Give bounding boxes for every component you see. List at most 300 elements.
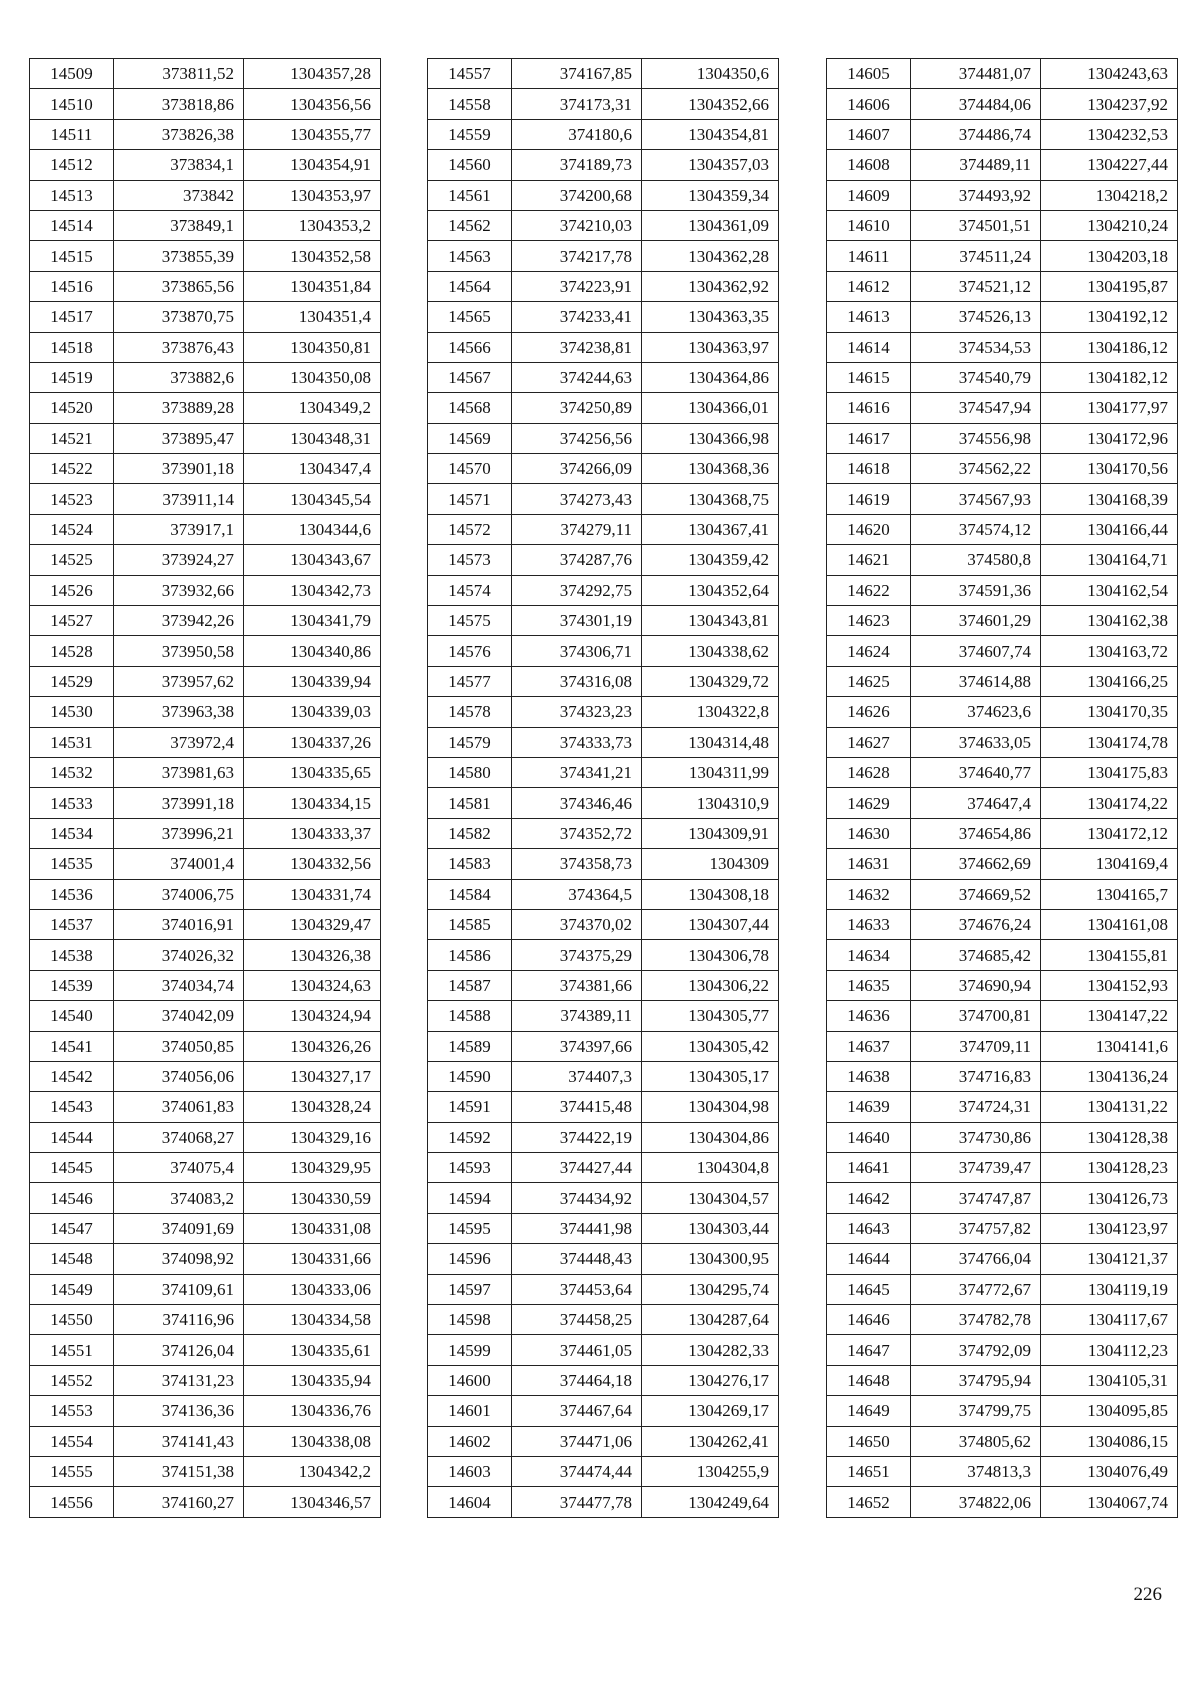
x-coordinate-cell: 374056,06 xyxy=(114,1061,244,1091)
y-coordinate-cell: 1304117,67 xyxy=(1041,1305,1178,1335)
x-coordinate-cell: 374766,04 xyxy=(911,1244,1041,1274)
table-row xyxy=(428,818,779,848)
x-coordinate-cell: 373842 xyxy=(114,180,244,210)
x-coordinate-cell: 374116,96 xyxy=(114,1305,244,1335)
point-number-cell: 14630 xyxy=(827,818,911,848)
y-coordinate-cell: 1304353,97 xyxy=(244,180,381,210)
table-row xyxy=(827,210,1178,240)
point-number-cell: 14560 xyxy=(428,150,512,180)
table-row xyxy=(428,1487,779,1517)
table-row xyxy=(30,210,381,240)
y-coordinate-cell: 1304357,28 xyxy=(244,59,381,89)
x-coordinate-cell: 373957,62 xyxy=(114,666,244,696)
table-row xyxy=(428,1122,779,1152)
point-number-cell: 14597 xyxy=(428,1274,512,1304)
point-number-cell: 14529 xyxy=(30,666,114,696)
table-row xyxy=(30,1213,381,1243)
point-number-cell: 14625 xyxy=(827,666,911,696)
x-coordinate-cell: 374434,92 xyxy=(512,1183,642,1213)
x-coordinate-cell: 374623,6 xyxy=(911,697,1041,727)
x-coordinate-cell: 374341,21 xyxy=(512,757,642,787)
x-coordinate-cell: 374464,18 xyxy=(512,1365,642,1395)
point-number-cell: 14581 xyxy=(428,788,512,818)
x-coordinate-cell: 374333,73 xyxy=(512,727,642,757)
y-coordinate-cell: 1304333,37 xyxy=(244,818,381,848)
x-coordinate-cell: 374782,78 xyxy=(911,1305,1041,1335)
y-coordinate-cell: 1304308,18 xyxy=(642,879,779,909)
y-coordinate-cell: 1304174,78 xyxy=(1041,727,1178,757)
table-row xyxy=(30,241,381,271)
x-coordinate-cell: 374160,27 xyxy=(114,1487,244,1517)
point-number-cell: 14534 xyxy=(30,818,114,848)
x-coordinate-cell: 374034,74 xyxy=(114,970,244,1000)
table-row xyxy=(30,879,381,909)
point-number-cell: 14615 xyxy=(827,362,911,392)
table-row xyxy=(30,89,381,119)
point-number-cell: 14573 xyxy=(428,545,512,575)
y-coordinate-cell: 1304295,74 xyxy=(642,1274,779,1304)
point-number-cell: 14592 xyxy=(428,1122,512,1152)
y-coordinate-cell: 1304172,12 xyxy=(1041,818,1178,848)
y-coordinate-cell: 1304314,48 xyxy=(642,727,779,757)
point-number-cell: 14522 xyxy=(30,454,114,484)
y-coordinate-cell: 1304136,24 xyxy=(1041,1061,1178,1091)
y-coordinate-cell: 1304163,72 xyxy=(1041,636,1178,666)
point-number-cell: 14550 xyxy=(30,1305,114,1335)
y-coordinate-cell: 1304334,15 xyxy=(244,788,381,818)
point-number-cell: 14553 xyxy=(30,1396,114,1426)
table-row xyxy=(827,362,1178,392)
table-row xyxy=(827,575,1178,605)
table-row xyxy=(827,1305,1178,1335)
x-coordinate-cell: 374141,43 xyxy=(114,1426,244,1456)
point-number-cell: 14563 xyxy=(428,241,512,271)
x-coordinate-cell: 374167,85 xyxy=(512,59,642,89)
point-number-cell: 14543 xyxy=(30,1092,114,1122)
x-coordinate-cell: 374316,08 xyxy=(512,666,642,696)
point-number-cell: 14585 xyxy=(428,909,512,939)
table-row xyxy=(827,180,1178,210)
point-number-cell: 14600 xyxy=(428,1365,512,1395)
x-coordinate-cell: 374448,43 xyxy=(512,1244,642,1274)
table-row xyxy=(428,849,779,879)
y-coordinate-cell: 1304368,36 xyxy=(642,454,779,484)
point-number-cell: 14561 xyxy=(428,180,512,210)
x-coordinate-cell: 374591,36 xyxy=(911,575,1041,605)
x-coordinate-cell: 374381,66 xyxy=(512,970,642,1000)
x-coordinate-cell: 373818,86 xyxy=(114,89,244,119)
table-row xyxy=(827,1092,1178,1122)
y-coordinate-cell: 1304169,4 xyxy=(1041,849,1178,879)
table-row xyxy=(428,180,779,210)
y-coordinate-cell: 1304337,26 xyxy=(244,727,381,757)
point-number-cell: 14569 xyxy=(428,423,512,453)
x-coordinate-cell: 374477,78 xyxy=(512,1487,642,1517)
x-coordinate-cell: 374805,62 xyxy=(911,1426,1041,1456)
table-row xyxy=(827,423,1178,453)
table-row xyxy=(428,1031,779,1061)
y-coordinate-cell: 1304354,91 xyxy=(244,150,381,180)
table-row xyxy=(827,1456,1178,1486)
y-coordinate-cell: 1304357,03 xyxy=(642,150,779,180)
table-row xyxy=(428,271,779,301)
table-row xyxy=(30,332,381,362)
table-row xyxy=(827,1213,1178,1243)
table-row xyxy=(30,1456,381,1486)
table-row xyxy=(827,606,1178,636)
point-number-cell: 14515 xyxy=(30,241,114,271)
x-coordinate-cell: 374238,81 xyxy=(512,332,642,362)
table-row xyxy=(428,119,779,149)
x-coordinate-cell: 374481,07 xyxy=(911,59,1041,89)
x-coordinate-cell: 374461,05 xyxy=(512,1335,642,1365)
y-coordinate-cell: 1304131,22 xyxy=(1041,1092,1178,1122)
point-number-cell: 14652 xyxy=(827,1487,911,1517)
y-coordinate-cell: 1304105,31 xyxy=(1041,1365,1178,1395)
y-coordinate-cell: 1304067,74 xyxy=(1041,1487,1178,1517)
point-number-cell: 14583 xyxy=(428,849,512,879)
table-row xyxy=(30,909,381,939)
table-row xyxy=(827,89,1178,119)
x-coordinate-cell: 373911,14 xyxy=(114,484,244,514)
point-number-cell: 14533 xyxy=(30,788,114,818)
x-coordinate-cell: 374453,64 xyxy=(512,1274,642,1304)
point-number-cell: 14601 xyxy=(428,1396,512,1426)
x-coordinate-cell: 374685,42 xyxy=(911,940,1041,970)
point-number-cell: 14612 xyxy=(827,271,911,301)
table-row xyxy=(30,1031,381,1061)
table-row xyxy=(827,545,1178,575)
point-number-cell: 14528 xyxy=(30,636,114,666)
x-coordinate-cell: 374301,19 xyxy=(512,606,642,636)
point-number-cell: 14633 xyxy=(827,909,911,939)
y-coordinate-cell: 1304276,17 xyxy=(642,1365,779,1395)
x-coordinate-cell: 374486,74 xyxy=(911,119,1041,149)
x-coordinate-cell: 374279,11 xyxy=(512,514,642,544)
y-coordinate-cell: 1304328,24 xyxy=(244,1092,381,1122)
y-coordinate-cell: 1304304,86 xyxy=(642,1122,779,1152)
table-row xyxy=(827,1335,1178,1365)
point-number-cell: 14557 xyxy=(428,59,512,89)
point-number-cell: 14638 xyxy=(827,1061,911,1091)
x-coordinate-cell: 374042,09 xyxy=(114,1001,244,1031)
y-coordinate-cell: 1304354,81 xyxy=(642,119,779,149)
x-coordinate-cell: 374364,5 xyxy=(512,879,642,909)
point-number-cell: 14510 xyxy=(30,89,114,119)
point-number-cell: 14555 xyxy=(30,1456,114,1486)
point-number-cell: 14544 xyxy=(30,1122,114,1152)
point-number-cell: 14606 xyxy=(827,89,911,119)
point-number-cell: 14594 xyxy=(428,1183,512,1213)
point-number-cell: 14520 xyxy=(30,393,114,423)
y-coordinate-cell: 1304307,44 xyxy=(642,909,779,939)
x-coordinate-cell: 374389,11 xyxy=(512,1001,642,1031)
table-row xyxy=(827,849,1178,879)
point-number-cell: 14537 xyxy=(30,909,114,939)
point-number-cell: 14651 xyxy=(827,1456,911,1486)
table-row xyxy=(30,788,381,818)
page-number: 226 xyxy=(1133,1584,1162,1605)
table-row xyxy=(30,1153,381,1183)
y-coordinate-cell: 1304086,15 xyxy=(1041,1426,1178,1456)
table-row xyxy=(428,362,779,392)
x-coordinate-cell: 373924,27 xyxy=(114,545,244,575)
x-coordinate-cell: 374474,44 xyxy=(512,1456,642,1486)
table-row xyxy=(30,1426,381,1456)
y-coordinate-cell: 1304335,94 xyxy=(244,1365,381,1395)
y-coordinate-cell: 1304155,81 xyxy=(1041,940,1178,970)
x-coordinate-cell: 374151,38 xyxy=(114,1456,244,1486)
point-number-cell: 14618 xyxy=(827,454,911,484)
y-coordinate-cell: 1304177,97 xyxy=(1041,393,1178,423)
table-row xyxy=(827,636,1178,666)
y-coordinate-cell: 1304349,2 xyxy=(244,393,381,423)
table-row xyxy=(428,332,779,362)
y-coordinate-cell: 1304344,6 xyxy=(244,514,381,544)
x-coordinate-cell: 374493,92 xyxy=(911,180,1041,210)
table-row xyxy=(827,940,1178,970)
y-coordinate-cell: 1304350,6 xyxy=(642,59,779,89)
point-number-cell: 14648 xyxy=(827,1365,911,1395)
point-number-cell: 14580 xyxy=(428,757,512,787)
point-number-cell: 14527 xyxy=(30,606,114,636)
y-coordinate-cell: 1304165,7 xyxy=(1041,879,1178,909)
y-coordinate-cell: 1304182,12 xyxy=(1041,362,1178,392)
point-number-cell: 14523 xyxy=(30,484,114,514)
point-number-cell: 14565 xyxy=(428,302,512,332)
y-coordinate-cell: 1304332,56 xyxy=(244,849,381,879)
y-coordinate-cell: 1304195,87 xyxy=(1041,271,1178,301)
table-row xyxy=(30,362,381,392)
y-coordinate-cell: 1304330,59 xyxy=(244,1183,381,1213)
y-coordinate-cell: 1304128,38 xyxy=(1041,1122,1178,1152)
y-coordinate-cell: 1304269,17 xyxy=(642,1396,779,1426)
table-row xyxy=(428,1426,779,1456)
table-row xyxy=(30,606,381,636)
point-number-cell: 14572 xyxy=(428,514,512,544)
coordinate-table-1 xyxy=(29,58,381,1518)
point-number-cell: 14571 xyxy=(428,484,512,514)
point-number-cell: 14570 xyxy=(428,454,512,484)
y-coordinate-cell: 1304361,09 xyxy=(642,210,779,240)
table-row xyxy=(428,545,779,575)
y-coordinate-cell: 1304311,99 xyxy=(642,757,779,787)
point-number-cell: 14622 xyxy=(827,575,911,605)
table-row xyxy=(30,575,381,605)
y-coordinate-cell: 1304232,53 xyxy=(1041,119,1178,149)
x-coordinate-cell: 374217,78 xyxy=(512,241,642,271)
y-coordinate-cell: 1304166,44 xyxy=(1041,514,1178,544)
table-row xyxy=(428,666,779,696)
table-row xyxy=(30,1365,381,1395)
table-row xyxy=(827,1122,1178,1152)
x-coordinate-cell: 373870,75 xyxy=(114,302,244,332)
y-coordinate-cell: 1304329,72 xyxy=(642,666,779,696)
x-coordinate-cell: 374676,24 xyxy=(911,909,1041,939)
table-row xyxy=(428,454,779,484)
point-number-cell: 14547 xyxy=(30,1213,114,1243)
table-row xyxy=(30,1396,381,1426)
table-row xyxy=(30,180,381,210)
y-coordinate-cell: 1304362,92 xyxy=(642,271,779,301)
table-row xyxy=(827,1061,1178,1091)
table-row xyxy=(827,1426,1178,1456)
y-coordinate-cell: 1304336,76 xyxy=(244,1396,381,1426)
y-coordinate-cell: 1304304,57 xyxy=(642,1183,779,1213)
y-coordinate-cell: 1304305,42 xyxy=(642,1031,779,1061)
x-coordinate-cell: 373826,38 xyxy=(114,119,244,149)
x-coordinate-cell: 374233,41 xyxy=(512,302,642,332)
point-number-cell: 14551 xyxy=(30,1335,114,1365)
point-number-cell: 14593 xyxy=(428,1153,512,1183)
x-coordinate-cell: 374795,94 xyxy=(911,1365,1041,1395)
y-coordinate-cell: 1304076,49 xyxy=(1041,1456,1178,1486)
table-row xyxy=(827,818,1178,848)
table-row xyxy=(30,1274,381,1304)
table-row xyxy=(428,636,779,666)
point-number-cell: 14586 xyxy=(428,940,512,970)
x-coordinate-cell: 374574,12 xyxy=(911,514,1041,544)
y-coordinate-cell: 1304329,95 xyxy=(244,1153,381,1183)
point-number-cell: 14575 xyxy=(428,606,512,636)
point-number-cell: 14574 xyxy=(428,575,512,605)
table-row xyxy=(428,484,779,514)
x-coordinate-cell: 373811,52 xyxy=(114,59,244,89)
table-row xyxy=(30,1001,381,1031)
x-coordinate-cell: 374346,46 xyxy=(512,788,642,818)
point-number-cell: 14589 xyxy=(428,1031,512,1061)
y-coordinate-cell: 1304339,94 xyxy=(244,666,381,696)
x-coordinate-cell: 374813,3 xyxy=(911,1456,1041,1486)
x-coordinate-cell: 374654,86 xyxy=(911,818,1041,848)
point-number-cell: 14628 xyxy=(827,757,911,787)
x-coordinate-cell: 374375,29 xyxy=(512,940,642,970)
table-row xyxy=(30,484,381,514)
point-number-cell: 14587 xyxy=(428,970,512,1000)
y-coordinate-cell: 1304359,34 xyxy=(642,180,779,210)
y-coordinate-cell: 1304350,08 xyxy=(244,362,381,392)
point-number-cell: 14646 xyxy=(827,1305,911,1335)
y-coordinate-cell: 1304305,17 xyxy=(642,1061,779,1091)
y-coordinate-cell: 1304324,63 xyxy=(244,970,381,1000)
point-number-cell: 14518 xyxy=(30,332,114,362)
point-number-cell: 14642 xyxy=(827,1183,911,1213)
y-coordinate-cell: 1304359,42 xyxy=(642,545,779,575)
point-number-cell: 14616 xyxy=(827,393,911,423)
point-number-cell: 14549 xyxy=(30,1274,114,1304)
y-coordinate-cell: 1304174,22 xyxy=(1041,788,1178,818)
point-number-cell: 14639 xyxy=(827,1092,911,1122)
table-row xyxy=(428,150,779,180)
x-coordinate-cell: 373855,39 xyxy=(114,241,244,271)
table-row xyxy=(827,119,1178,149)
point-number-cell: 14576 xyxy=(428,636,512,666)
table-row xyxy=(30,1487,381,1517)
point-number-cell: 14617 xyxy=(827,423,911,453)
point-number-cell: 14577 xyxy=(428,666,512,696)
point-number-cell: 14554 xyxy=(30,1426,114,1456)
y-coordinate-cell: 1304152,93 xyxy=(1041,970,1178,1000)
x-coordinate-cell: 374547,94 xyxy=(911,393,1041,423)
point-number-cell: 14623 xyxy=(827,606,911,636)
table-row xyxy=(30,1183,381,1213)
y-coordinate-cell: 1304335,65 xyxy=(244,757,381,787)
table-row xyxy=(827,454,1178,484)
point-number-cell: 14631 xyxy=(827,849,911,879)
table-row xyxy=(428,727,779,757)
y-coordinate-cell: 1304305,77 xyxy=(642,1001,779,1031)
y-coordinate-cell: 1304186,12 xyxy=(1041,332,1178,362)
table-row xyxy=(428,1365,779,1395)
table-row xyxy=(428,514,779,544)
y-coordinate-cell: 1304306,78 xyxy=(642,940,779,970)
table-row xyxy=(827,697,1178,727)
point-number-cell: 14584 xyxy=(428,879,512,909)
y-coordinate-cell: 1304352,66 xyxy=(642,89,779,119)
y-coordinate-cell: 1304335,61 xyxy=(244,1335,381,1365)
x-coordinate-cell: 374441,98 xyxy=(512,1213,642,1243)
coordinate-table-3 xyxy=(826,58,1178,1518)
table-row xyxy=(428,757,779,787)
table-row xyxy=(827,332,1178,362)
table-row xyxy=(827,1396,1178,1426)
point-number-cell: 14595 xyxy=(428,1213,512,1243)
table-row xyxy=(827,879,1178,909)
table-row xyxy=(827,1365,1178,1395)
y-coordinate-cell: 1304345,54 xyxy=(244,484,381,514)
point-number-cell: 14545 xyxy=(30,1153,114,1183)
table-row xyxy=(30,1092,381,1122)
x-coordinate-cell: 373917,1 xyxy=(114,514,244,544)
x-coordinate-cell: 374244,63 xyxy=(512,362,642,392)
x-coordinate-cell: 373932,66 xyxy=(114,575,244,605)
y-coordinate-cell: 1304175,83 xyxy=(1041,757,1178,787)
x-coordinate-cell: 374026,32 xyxy=(114,940,244,970)
y-coordinate-cell: 1304243,63 xyxy=(1041,59,1178,89)
y-coordinate-cell: 1304162,54 xyxy=(1041,575,1178,605)
table-row xyxy=(428,1396,779,1426)
x-coordinate-cell: 374662,69 xyxy=(911,849,1041,879)
point-number-cell: 14634 xyxy=(827,940,911,970)
point-number-cell: 14538 xyxy=(30,940,114,970)
x-coordinate-cell: 374489,11 xyxy=(911,150,1041,180)
x-coordinate-cell: 374098,92 xyxy=(114,1244,244,1274)
point-number-cell: 14613 xyxy=(827,302,911,332)
y-coordinate-cell: 1304164,71 xyxy=(1041,545,1178,575)
table-row xyxy=(827,970,1178,1000)
table-row xyxy=(30,666,381,696)
y-coordinate-cell: 1304237,92 xyxy=(1041,89,1178,119)
x-coordinate-cell: 374822,06 xyxy=(911,1487,1041,1517)
point-number-cell: 14558 xyxy=(428,89,512,119)
table-row xyxy=(827,1183,1178,1213)
table-body xyxy=(827,59,1178,1518)
y-coordinate-cell: 1304309 xyxy=(642,849,779,879)
y-coordinate-cell: 1304112,23 xyxy=(1041,1335,1178,1365)
x-coordinate-cell: 374757,82 xyxy=(911,1213,1041,1243)
y-coordinate-cell: 1304326,38 xyxy=(244,940,381,970)
point-number-cell: 14596 xyxy=(428,1244,512,1274)
y-coordinate-cell: 1304341,79 xyxy=(244,606,381,636)
point-number-cell: 14568 xyxy=(428,393,512,423)
x-coordinate-cell: 374250,89 xyxy=(512,393,642,423)
x-coordinate-cell: 374180,6 xyxy=(512,119,642,149)
x-coordinate-cell: 374422,19 xyxy=(512,1122,642,1152)
x-coordinate-cell: 374799,75 xyxy=(911,1396,1041,1426)
x-coordinate-cell: 373865,56 xyxy=(114,271,244,301)
point-number-cell: 14566 xyxy=(428,332,512,362)
table-row xyxy=(827,150,1178,180)
